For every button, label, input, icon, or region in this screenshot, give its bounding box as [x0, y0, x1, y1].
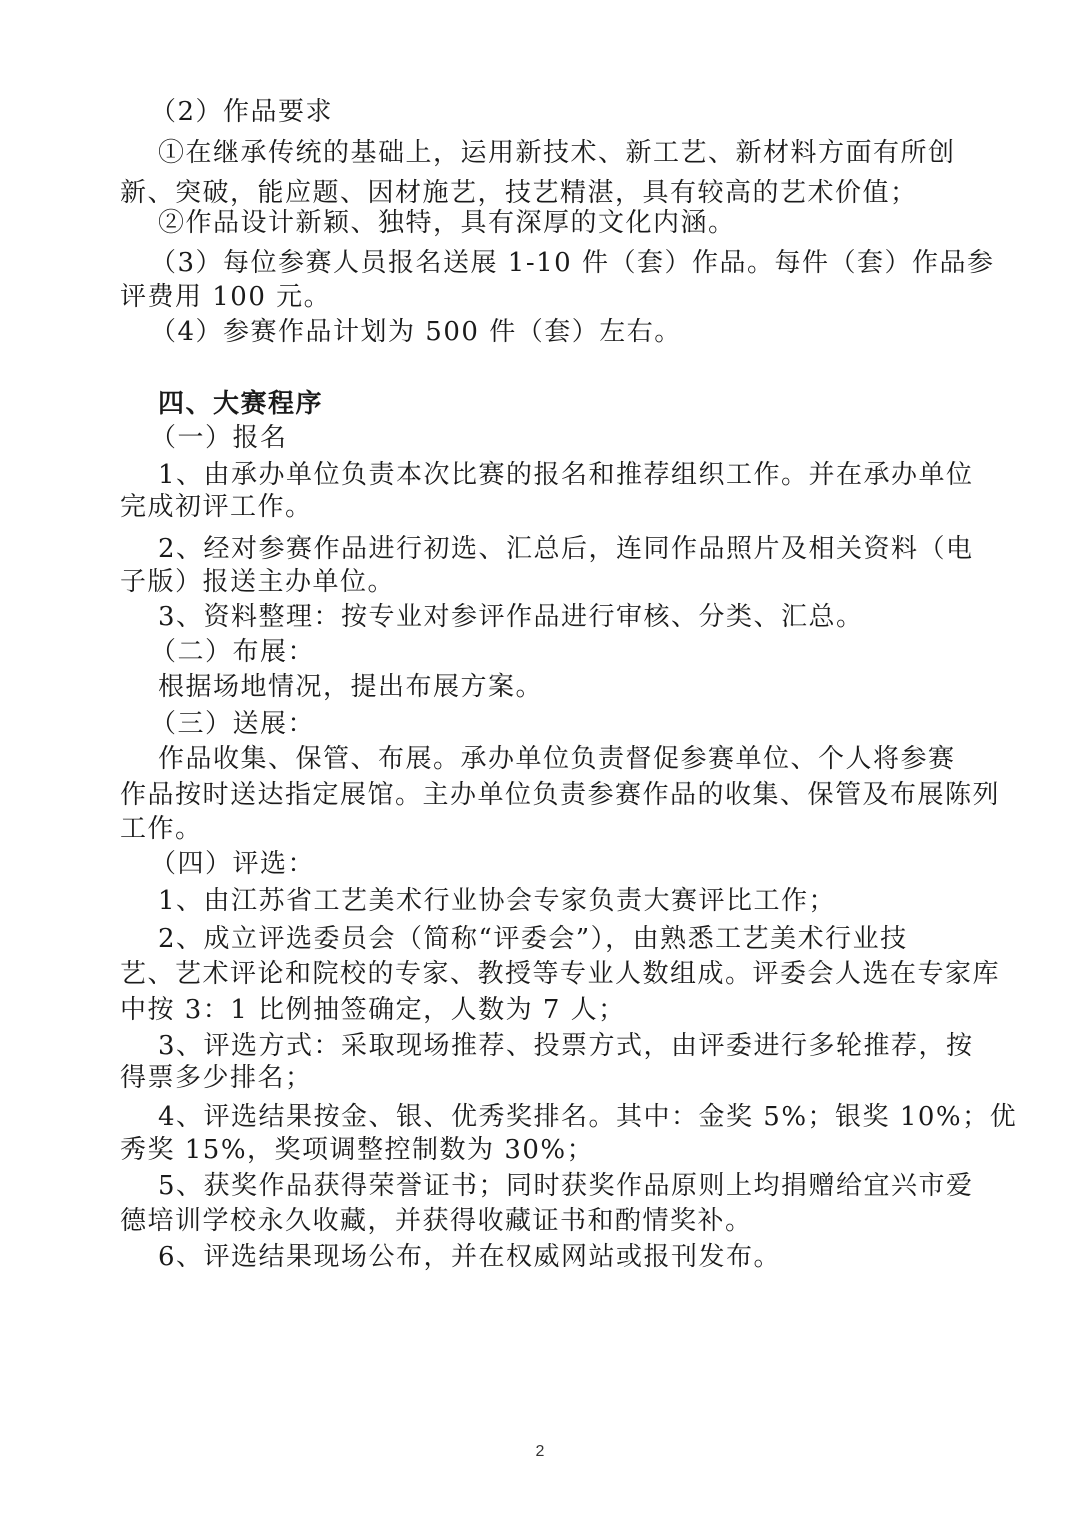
text-line: 1、由江苏省工艺美术行业协会专家负责大赛评比工作；	[158, 886, 837, 916]
text-line: 3、资料整理：按专业对参评作品进行审核、分类、汇总。	[158, 602, 864, 632]
text-line: 5、获奖作品获得荣誉证书；同时获奖作品原则上均捐赠给宜兴市爱	[158, 1171, 974, 1201]
subsection-heading: （四）评选：	[150, 849, 316, 879]
text-line: 根据场地情况，提出布展方案。	[158, 672, 544, 702]
text-line: 工作。	[120, 814, 203, 844]
subsection-heading: （三）送展：	[150, 709, 316, 739]
text-line: 2、成立评选委员会（简称“评委会”），由熟悉工艺美术行业技	[158, 924, 908, 954]
text-line: 评费用 100 元。	[120, 282, 332, 312]
text-line: 1、由承办单位负责本次比赛的报名和推荐组织工作。并在承办单位	[158, 460, 974, 490]
text-line: （2）作品要求	[150, 97, 334, 127]
subsection-heading: （二）布展：	[150, 637, 316, 667]
text-line: （4）参赛作品计划为 500 件（套）左右。	[150, 317, 682, 347]
text-line: 3、评选方式：采取现场推荐、投票方式，由评委进行多轮推荐，按	[158, 1031, 974, 1061]
text-line: 中按 3：1 比例抽签确定，人数为 7 人；	[120, 995, 626, 1025]
subsection-heading: （一）报名	[150, 423, 288, 453]
text-line: 作品按时送达指定展馆。主办单位负责参赛作品的收集、保管及布展陈列	[120, 780, 1001, 810]
text-line: 完成初评工作。	[120, 492, 313, 522]
text-line: 新、突破，能应题、因材施艺，技艺精湛，具有较高的艺术价值；	[120, 178, 918, 208]
text-line: 艺、艺术评论和院校的专家、教授等专业人数组成。评委会人选在专家库	[120, 959, 1001, 989]
text-line: 子版）报送主办单位。	[120, 567, 396, 597]
text-line: ②作品设计新颖、独特，具有深厚的文化内涵。	[158, 208, 736, 238]
text-line: 6、评选结果现场公布，并在权威网站或报刊发布。	[158, 1242, 782, 1272]
text-line: 得票多少排名；	[120, 1063, 313, 1093]
text-line: 秀奖 15%，奖项调整控制数为 30%；	[120, 1135, 595, 1165]
page-number: 2	[535, 1443, 545, 1460]
text-line: （3）每位参赛人员报名送展 1-10 件（套）作品。每件（套）作品参	[150, 248, 995, 278]
text-line: 4、评选结果按金、银、优秀奖排名。其中：金奖 5%；银奖 10%；优	[158, 1102, 1018, 1132]
section-heading: 四、大赛程序	[158, 389, 324, 419]
text-line: 2、经对参赛作品进行初选、汇总后，连同作品照片及相关资料（电	[158, 534, 974, 564]
text-line: 德培训学校永久收藏，并获得收藏证书和酌情奖补。	[120, 1206, 753, 1236]
text-line: 作品收集、保管、布展。承办单位负责督促参赛单位、个人将参赛	[158, 744, 956, 774]
text-line: ①在继承传统的基础上，运用新技术、新工艺、新材料方面有所创	[158, 138, 956, 168]
